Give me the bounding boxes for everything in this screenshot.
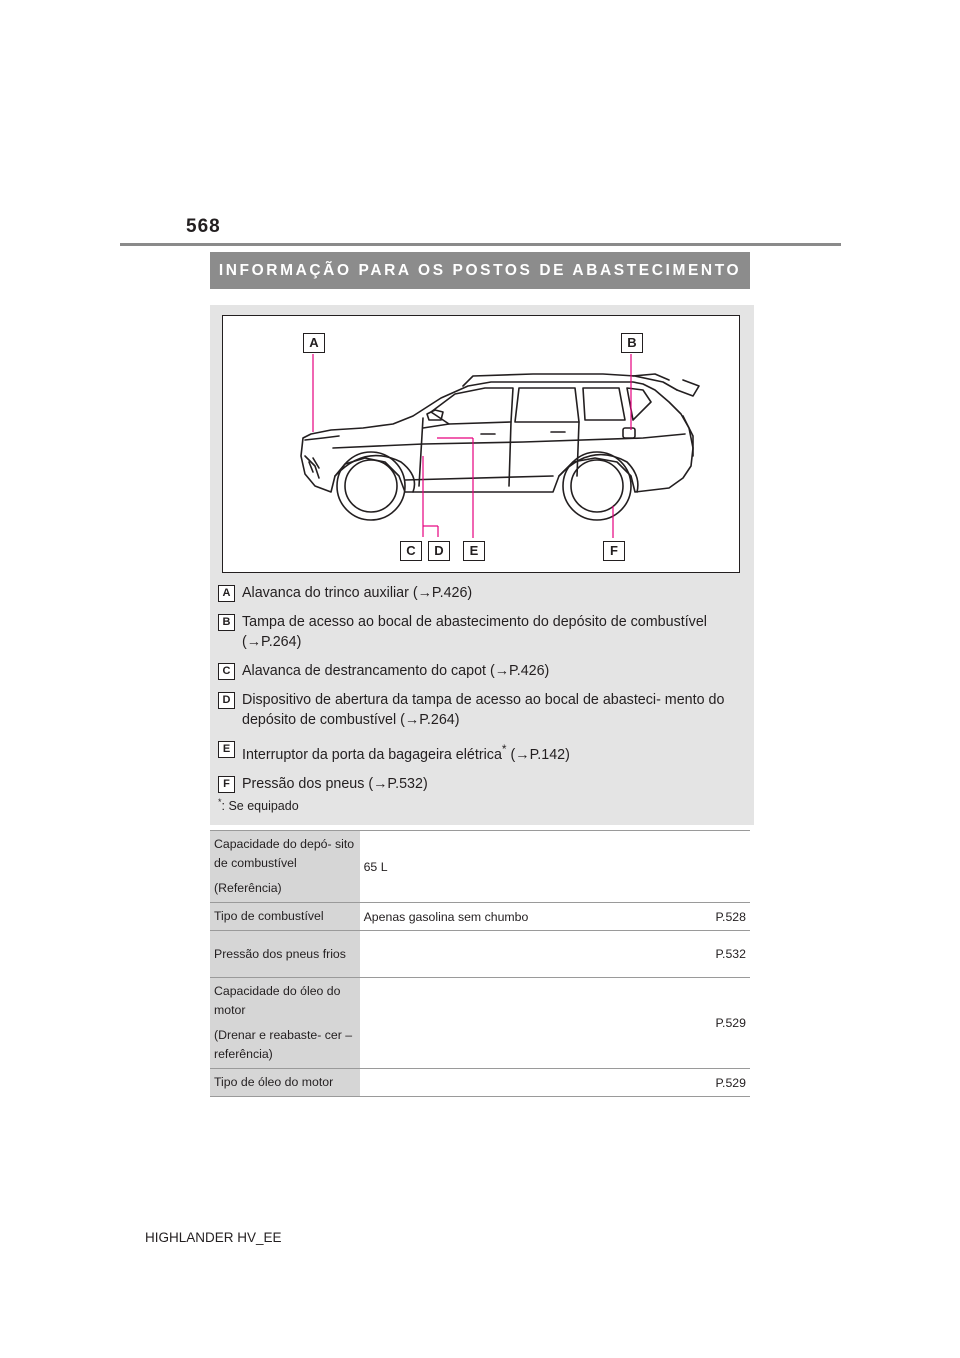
row-label [210, 931, 360, 978]
model-code: HIGHLANDER HV_EE [145, 1230, 282, 1245]
equipped-mark: * [501, 742, 507, 756]
legend-key-b: B [218, 614, 235, 631]
figure-panel [210, 305, 754, 825]
row-value: Apenas gasolina sem chumbo [360, 903, 663, 931]
legend-item-b [218, 612, 748, 652]
header-rule [120, 243, 841, 246]
row-label [210, 903, 360, 931]
legend-text-a: Alavanca do trinco auxiliar (→P.426) [242, 585, 473, 601]
callout-a: A [303, 333, 325, 353]
legend-item-f [218, 774, 748, 794]
page-number: 568 [186, 216, 221, 237]
table-row [210, 1069, 750, 1097]
row-ref: P.528 [663, 903, 750, 931]
footnote-mark: * [218, 797, 222, 807]
table-row [210, 978, 750, 1069]
legend-item-c [218, 661, 748, 681]
label-line: (Drenar e reabaste- cer – referência) [214, 1028, 353, 1061]
footnote [218, 797, 299, 813]
vehicle-illustration [222, 315, 740, 573]
legend-item-a [218, 583, 748, 603]
figure-legend [218, 583, 748, 803]
row-value [360, 1069, 663, 1097]
row-ref: P.529 [663, 978, 750, 1069]
legend-key-c: C [218, 663, 235, 680]
legend-text-c: Alavanca de destrancamento do capot (→P.426) [242, 663, 550, 679]
legend-text-b: Tampa de acesso ao bocal de abastecimento do depósito de combustível (→P.264) [242, 614, 707, 650]
label-line: Tipo de óleo do motor [214, 1075, 334, 1089]
label-line: Tipo de combustível [214, 909, 324, 923]
table-row [210, 831, 750, 903]
legend-key-f: F [218, 776, 235, 793]
row-value: 65 L [360, 831, 663, 903]
legend-item-d [218, 690, 748, 730]
legend-key-a: A [218, 585, 235, 602]
section-title: INFORMAÇÃO PARA OS POSTOS DE ABASTECIMENTO [210, 252, 750, 289]
fuel-info-table [210, 830, 750, 1097]
table-row [210, 931, 750, 978]
callout-e: E [463, 541, 485, 561]
row-ref: P.532 [663, 931, 750, 978]
legend-key-d: D [218, 692, 235, 709]
row-value [360, 931, 663, 978]
legend-text-f: Pressão dos pneus (→P.532) [242, 775, 428, 792]
row-ref: P.529 [663, 1069, 750, 1097]
label-line: Capacidade do depó- sito de combustível [214, 837, 355, 870]
suv-side-view-drawing [223, 316, 741, 574]
callout-f: F [603, 541, 625, 561]
label-line: (Referência) [214, 881, 282, 895]
row-label [210, 978, 360, 1069]
legend-key-e: E [218, 741, 235, 758]
row-label [210, 831, 360, 903]
legend-text-e: Interruptor da porta da bagageira elétrica [242, 746, 502, 763]
label-line: Pressão dos pneus frios [214, 946, 346, 961]
row-ref [663, 831, 750, 903]
label-line: Capacidade do óleo do motor [214, 984, 341, 1017]
table-row [210, 903, 750, 931]
row-value [360, 978, 663, 1069]
callout-d: D [428, 541, 450, 561]
callout-b: B [621, 333, 643, 353]
legend-item-e [218, 739, 748, 765]
legend-text-e-ref: (→P.142) [506, 746, 570, 763]
footnote-text: : Se equipado [221, 799, 299, 814]
legend-text-d: Dispositivo de abertura da tampa de acesso ao bocal de abasteci- mento do depósito de combustível (→P.264) [242, 692, 725, 728]
callout-c: C [400, 541, 422, 561]
row-label [210, 1069, 360, 1097]
